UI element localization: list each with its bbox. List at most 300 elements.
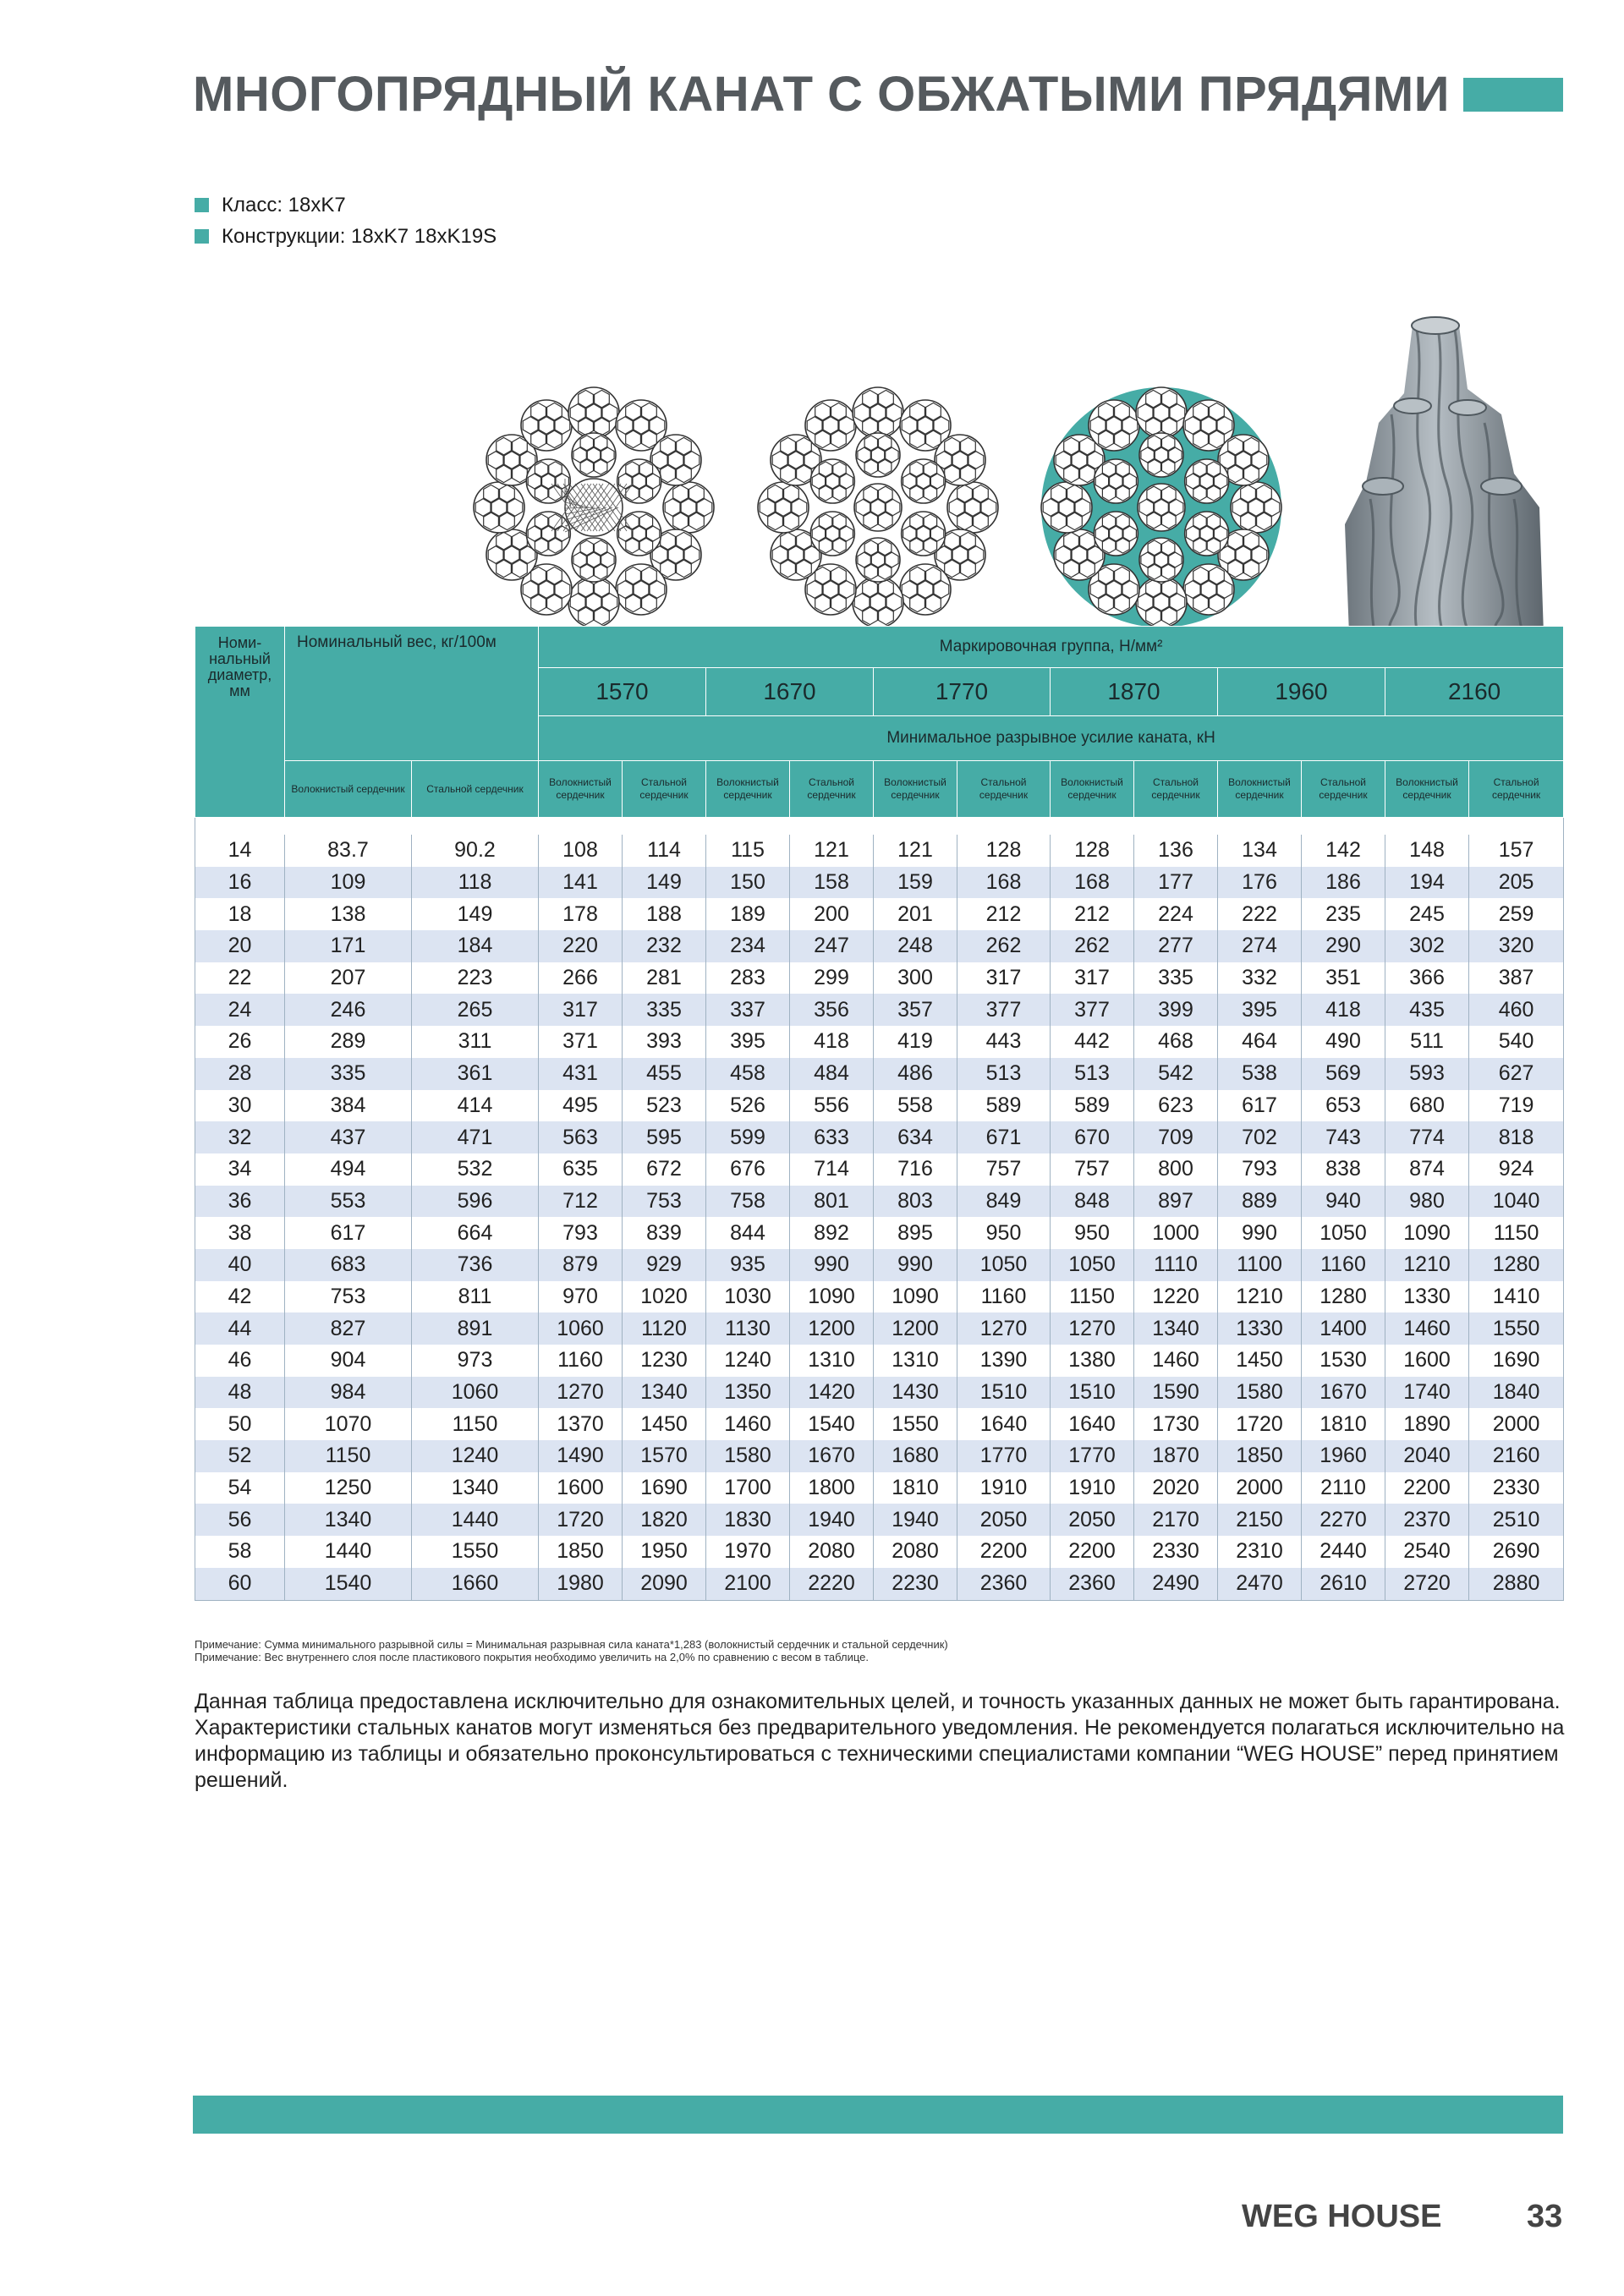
weight-cell: 984 [285,1377,412,1409]
diameter-cell: 40 [195,1249,285,1281]
force-cell: 1460 [1385,1312,1469,1345]
force-cell: 1820 [623,1504,706,1536]
force-cell: 2310 [1218,1536,1302,1568]
subheader-fiber-core: Волокнистый сердечник [285,761,412,818]
force-cell: 176 [1218,867,1302,899]
force-cell: 1690 [1469,1345,1564,1377]
table-row [195,1121,1564,1153]
force-cell: 168 [957,867,1051,899]
force-cell: 1230 [623,1345,706,1377]
force-cell: 1000 [1134,1217,1218,1249]
force-cell: 929 [623,1249,706,1281]
force-cell: 1890 [1385,1408,1469,1440]
force-cell: 523 [623,1090,706,1122]
force-cell: 121 [790,835,874,867]
force-cell: 1910 [1051,1472,1134,1504]
subheader-fiber-core: Волокнистый сердечник [706,761,790,818]
force-cell: 757 [1051,1153,1134,1186]
force-cell: 189 [706,898,790,930]
diameter-cell: 26 [195,1026,285,1058]
diameter-cell: 52 [195,1440,285,1472]
weight-cell: 437 [285,1121,412,1153]
force-cell: 200 [790,898,874,930]
force-cell: 1390 [957,1345,1051,1377]
force-cell: 563 [539,1121,623,1153]
force-cell: 1980 [539,1568,623,1600]
force-cell: 212 [957,898,1051,930]
weight-cell: 90.2 [412,835,539,867]
footer-accent-bar [193,2096,1563,2134]
weight-cell: 617 [285,1217,412,1249]
weight-cell: 1540 [285,1568,412,1600]
diameter-cell: 58 [195,1536,285,1568]
force-cell: 262 [1051,930,1134,962]
force-cell: 1340 [1134,1312,1218,1345]
force-cell: 1740 [1385,1377,1469,1409]
force-cell: 1730 [1134,1408,1218,1440]
rope-photo-illustration [1332,313,1548,634]
force-cell: 990 [790,1249,874,1281]
force-cell: 399 [1134,994,1218,1026]
force-cell: 1580 [706,1440,790,1472]
table-row [195,1186,1564,1218]
subheader-steel-core: Стальной сердечник [790,761,874,818]
weight-cell: 471 [412,1121,539,1153]
weight-cell: 532 [412,1153,539,1186]
force-cell: 1270 [539,1377,623,1409]
force-cell: 1160 [1302,1249,1385,1281]
force-cell: 247 [790,930,874,962]
force-cell: 540 [1469,1026,1564,1058]
force-cell: 1050 [1051,1249,1134,1281]
force-cell: 839 [623,1217,706,1249]
table-row [195,1026,1564,1058]
force-cell: 1970 [706,1536,790,1568]
diameter-header: Номи-нальный диаметр, мм [195,627,285,818]
table-spacer-row [195,818,1564,836]
force-cell: 455 [623,1058,706,1090]
force-cell: 793 [539,1217,623,1249]
bullet-square-icon [195,198,209,212]
force-cell: 1160 [539,1345,623,1377]
force-cell: 1050 [957,1249,1051,1281]
force-cell: 266 [539,962,623,995]
force-cell: 1150 [1469,1217,1564,1249]
force-cell: 418 [790,1026,874,1058]
force-cell: 387 [1469,962,1564,995]
rope-spec-table [195,626,1564,1601]
force-cell: 168 [1051,867,1134,899]
force-cell: 753 [623,1186,706,1218]
force-cell: 150 [706,867,790,899]
note-line: Примечание: Вес внутреннего слоя после пластикового покрытия необходимо увеличить на 2,0% по сравнению с весом в таблице. [195,1651,870,1663]
force-cell: 1110 [1134,1249,1218,1281]
force-cell: 115 [706,835,790,867]
weight-cell: 414 [412,1090,539,1122]
force-cell: 435 [1385,994,1469,1026]
force-cell: 1510 [1051,1377,1134,1409]
subheader-fiber-core: Волокнистый сердечник [539,761,623,818]
force-cell: 1810 [874,1472,957,1504]
force-cell: 212 [1051,898,1134,930]
diameter-cell: 60 [195,1568,285,1600]
table-row [195,1536,1564,1568]
force-cell: 1460 [706,1408,790,1440]
force-cell: 1940 [874,1504,957,1536]
force-cell: 134 [1218,835,1302,867]
force-cell: 235 [1302,898,1385,930]
force-cell: 274 [1218,930,1302,962]
force-cell: 1050 [1302,1217,1385,1249]
force-cell: 1450 [1218,1345,1302,1377]
table-row [195,1281,1564,1313]
force-cell: 1310 [874,1345,957,1377]
force-cell: 468 [1134,1026,1218,1058]
force-cell: 1510 [957,1377,1051,1409]
rope-cross-section-fiber-core [471,385,716,630]
table-row [195,1312,1564,1345]
subheader-steel-core: Стальной сердечник [1469,761,1564,818]
force-cell: 283 [706,962,790,995]
force-cell: 950 [1051,1217,1134,1249]
force-cell: 418 [1302,994,1385,1026]
table-row [195,1408,1564,1440]
force-cell: 633 [790,1121,874,1153]
weight-cell: 361 [412,1058,539,1090]
force-cell: 262 [957,930,1051,962]
force-cell: 2510 [1469,1504,1564,1536]
weight-cell: 1250 [285,1472,412,1504]
force-cell: 980 [1385,1186,1469,1218]
force-cell: 589 [1051,1090,1134,1122]
force-cell: 484 [790,1058,874,1090]
force-cell: 1130 [706,1312,790,1345]
force-cell: 2230 [874,1568,957,1600]
diameter-cell: 28 [195,1058,285,1090]
force-cell: 774 [1385,1121,1469,1153]
disclaimer-text: Данная таблица предоставлена исключительно для ознакомительных целей, и точность указанных данных не может быть гарантирована. Характеристики стальных канатов могут изменяться без предварительного уведомления. Не рекомендуется полагаться исключительно на информацию из таблицы и обязательно проконсультироваться с техническими специалистами компании “WEG HOUSE” перед принятием решений. [195,1690,1565,1792]
force-cell: 1640 [957,1408,1051,1440]
force-cell: 556 [790,1090,874,1122]
force-cell: 1400 [1302,1312,1385,1345]
force-cell: 1200 [790,1312,874,1345]
force-cell: 431 [539,1058,623,1090]
force-cell: 623 [1134,1090,1218,1122]
weight-cell: 1060 [412,1377,539,1409]
force-cell: 1460 [1134,1345,1218,1377]
force-cell: 1810 [1302,1408,1385,1440]
force-cell: 1350 [706,1377,790,1409]
force-cell: 542 [1134,1058,1218,1090]
force-cell: 460 [1469,994,1564,1026]
force-cell: 970 [539,1281,623,1313]
force-cell: 2040 [1385,1440,1469,1472]
force-cell: 299 [790,962,874,995]
force-cell: 2000 [1218,1472,1302,1504]
weight-cell: 171 [285,930,412,962]
page-title: МНОГОПРЯДНЫЙ КАНАТ С ОБЖАТЫМИ ПРЯДЯМИ [193,67,1450,122]
diameter-cell: 42 [195,1281,285,1313]
force-cell: 1550 [874,1408,957,1440]
force-cell: 818 [1469,1121,1564,1153]
force-cell: 194 [1385,867,1469,899]
force-cell: 1540 [790,1408,874,1440]
force-cell: 486 [874,1058,957,1090]
force-cell: 672 [623,1153,706,1186]
force-cell: 800 [1134,1153,1218,1186]
force-cell: 653 [1302,1090,1385,1122]
force-cell: 511 [1385,1026,1469,1058]
subheader-steel-core: Стальной сердечник [1134,761,1218,818]
subheader-steel-core: Стальной сердечник [412,761,539,818]
force-cell: 634 [874,1121,957,1153]
force-cell: 281 [623,962,706,995]
weight-cell: 138 [285,898,412,930]
force-cell: 1420 [790,1377,874,1409]
brand-name: WEG HOUSE [1242,2199,1442,2234]
diameter-cell: 48 [195,1377,285,1409]
force-cell: 803 [874,1186,957,1218]
diameter-cell: 22 [195,962,285,995]
force-cell: 599 [706,1121,790,1153]
force-cell: 569 [1302,1058,1385,1090]
diameter-cell: 36 [195,1186,285,1218]
subheader-fiber-core: Волокнистый сердечник [1218,761,1302,818]
force-cell: 1090 [1385,1217,1469,1249]
table-row [195,1058,1564,1090]
force-cell: 159 [874,867,957,899]
title-accent-bar [1463,78,1563,112]
force-cell: 2880 [1469,1568,1564,1600]
force-cell: 1490 [539,1440,623,1472]
weight-cell: 664 [412,1217,539,1249]
diameter-cell: 46 [195,1345,285,1377]
weight-cell: 596 [412,1186,539,1218]
force-cell: 1770 [957,1440,1051,1472]
force-cell: 940 [1302,1186,1385,1218]
diameter-cell: 16 [195,867,285,899]
force-cell: 490 [1302,1026,1385,1058]
weight-cell: 83.7 [285,835,412,867]
force-cell: 2170 [1134,1504,1218,1536]
force-cell: 743 [1302,1121,1385,1153]
force-cell: 157 [1469,835,1564,867]
force-cell: 1220 [1134,1281,1218,1313]
force-cell: 234 [706,930,790,962]
force-cell: 1720 [1218,1408,1302,1440]
force-cell: 1150 [1051,1281,1134,1313]
spec-constructions [195,221,497,252]
force-cell: 1090 [790,1281,874,1313]
weight-cell: 223 [412,962,539,995]
force-cell: 758 [706,1186,790,1218]
table-row [195,1217,1564,1249]
weight-cell: 1660 [412,1568,539,1600]
force-cell: 356 [790,994,874,1026]
force-cell: 419 [874,1026,957,1058]
force-cell: 1340 [623,1377,706,1409]
force-cell: 1280 [1302,1281,1385,1313]
force-cell: 2160 [1469,1440,1564,1472]
weight-cell: 118 [412,867,539,899]
force-cell: 793 [1218,1153,1302,1186]
force-cell: 844 [706,1217,790,1249]
force-cell: 617 [1218,1090,1302,1122]
force-cell: 1270 [957,1312,1051,1345]
force-cell: 158 [790,867,874,899]
force-cell: 114 [623,835,706,867]
force-cell: 395 [1218,994,1302,1026]
weight-cell: 207 [285,962,412,995]
force-cell: 2150 [1218,1504,1302,1536]
grade-header: 1960 [1218,668,1385,716]
force-cell: 950 [957,1217,1051,1249]
force-cell: 1700 [706,1472,790,1504]
subheader-fiber-core: Волокнистый сердечник [1051,761,1134,818]
force-cell: 186 [1302,867,1385,899]
force-cell: 1090 [874,1281,957,1313]
force-cell: 2080 [790,1536,874,1568]
grade-header: 1570 [539,668,706,716]
table-row [195,1090,1564,1122]
diameter-cell: 56 [195,1504,285,1536]
force-cell: 2110 [1302,1472,1385,1504]
force-cell: 1960 [1302,1440,1385,1472]
subheader-steel-core: Стальной сердечник [957,761,1051,818]
force-cell: 1640 [1051,1408,1134,1440]
force-cell: 757 [957,1153,1051,1186]
weight-cell: 904 [285,1345,412,1377]
force-cell: 320 [1469,930,1564,962]
force-cell: 290 [1302,930,1385,962]
diameter-cell: 24 [195,994,285,1026]
table-row [195,1440,1564,1472]
force-cell: 177 [1134,867,1218,899]
force-cell: 141 [539,867,623,899]
weight-cell: 1550 [412,1536,539,1568]
force-cell: 222 [1218,898,1302,930]
force-cell: 848 [1051,1186,1134,1218]
force-cell: 1570 [623,1440,706,1472]
force-cell: 838 [1302,1153,1385,1186]
bullet-square-icon [195,229,209,244]
force-cell: 1600 [539,1472,623,1504]
rope-cross-section-steel-core [1039,385,1284,630]
weight-cell: 811 [412,1281,539,1313]
force-cell: 1210 [1218,1281,1302,1313]
force-cell: 680 [1385,1090,1469,1122]
force-cell: 121 [874,835,957,867]
force-cell: 1120 [623,1312,706,1345]
force-cell: 589 [957,1090,1051,1122]
weight-cell: 1070 [285,1408,412,1440]
force-cell: 879 [539,1249,623,1281]
force-cell: 1670 [1302,1377,1385,1409]
force-cell: 302 [1385,930,1469,962]
force-cell: 377 [1051,994,1134,1026]
force-cell: 224 [1134,898,1218,930]
force-cell: 259 [1469,898,1564,930]
force-cell: 205 [1469,867,1564,899]
force-cell: 990 [1218,1217,1302,1249]
force-cell: 1240 [706,1345,790,1377]
force-cell: 443 [957,1026,1051,1058]
force-cell: 2200 [957,1536,1051,1568]
force-cell: 702 [1218,1121,1302,1153]
marking-group-header: Маркировочная группа, Н/мм² [539,627,1564,668]
force-cell: 1380 [1051,1345,1134,1377]
force-cell: 1830 [706,1504,790,1536]
table-row [195,1472,1564,1504]
force-cell: 671 [957,1121,1051,1153]
diameter-cell: 34 [195,1153,285,1186]
force-cell: 277 [1134,930,1218,962]
force-cell: 676 [706,1153,790,1186]
weight-cell: 1440 [412,1504,539,1536]
grade-header: 2160 [1385,668,1564,716]
weight-cell: 736 [412,1249,539,1281]
force-cell: 337 [706,994,790,1026]
weight-cell: 1440 [285,1536,412,1568]
force-cell: 670 [1051,1121,1134,1153]
weight-cell: 109 [285,867,412,899]
force-cell: 1200 [874,1312,957,1345]
force-cell: 495 [539,1090,623,1122]
force-cell: 1270 [1051,1312,1134,1345]
force-cell: 220 [539,930,623,962]
grade-header: 1770 [874,668,1051,716]
force-cell: 1450 [623,1408,706,1440]
weight-cell: 753 [285,1281,412,1313]
force-cell: 990 [874,1249,957,1281]
force-cell: 2360 [1051,1568,1134,1600]
force-cell: 1030 [706,1281,790,1313]
force-cell: 1550 [1469,1312,1564,1345]
force-cell: 248 [874,930,957,962]
subheader-fiber-core: Волокнистый сердечник [1385,761,1469,818]
weight-cell: 494 [285,1153,412,1186]
force-cell: 935 [706,1249,790,1281]
force-cell: 108 [539,835,623,867]
force-cell: 595 [623,1121,706,1153]
force-cell: 849 [957,1186,1051,1218]
force-cell: 2100 [706,1568,790,1600]
force-cell: 1590 [1134,1377,1218,1409]
force-cell: 2000 [1469,1408,1564,1440]
force-cell: 1850 [1218,1440,1302,1472]
force-cell: 1100 [1218,1249,1302,1281]
diameter-cell: 44 [195,1312,285,1345]
table-row [195,898,1564,930]
force-cell: 2090 [623,1568,706,1600]
force-cell: 2220 [790,1568,874,1600]
subheader-fiber-core: Волокнистый сердечник [874,761,957,818]
weight-cell: 149 [412,898,539,930]
weight-cell: 384 [285,1090,412,1122]
force-cell: 924 [1469,1153,1564,1186]
force-cell: 801 [790,1186,874,1218]
force-cell: 2050 [957,1504,1051,1536]
page-number: 33 [1527,2199,1563,2234]
force-cell: 538 [1218,1058,1302,1090]
force-cell: 1020 [623,1281,706,1313]
force-cell: 1160 [957,1281,1051,1313]
force-cell: 1800 [790,1472,874,1504]
force-cell: 709 [1134,1121,1218,1153]
weight-cell: 891 [412,1312,539,1345]
weight-cell: 1240 [412,1440,539,1472]
table-row [195,1345,1564,1377]
